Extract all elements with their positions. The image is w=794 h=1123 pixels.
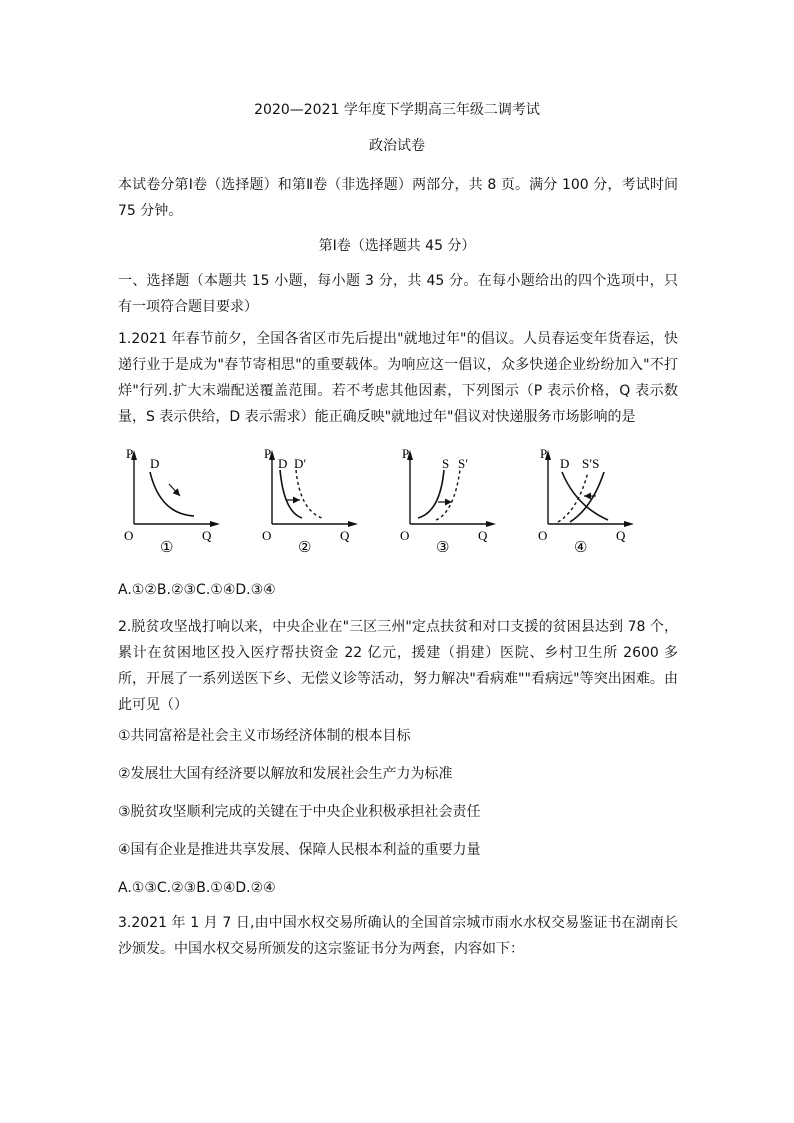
curve-label-d: D — [278, 456, 288, 471]
axis-q-label: Q — [478, 528, 488, 543]
shift-arrow — [169, 484, 180, 496]
section-title: 第Ⅰ卷（选择题共 45 分） — [318, 238, 476, 254]
axis-q-label: Q — [616, 528, 626, 543]
axis-p-label: P — [540, 446, 548, 461]
figure-number: ② — [298, 540, 312, 556]
figure-3 — [400, 446, 496, 556]
curve-label-s-prime-s: S′S — [582, 456, 600, 471]
curve-label-d-prime: D′ — [294, 456, 307, 471]
figure-4 — [538, 446, 634, 556]
figure-1 — [124, 446, 220, 556]
figure-number: ④ — [574, 540, 588, 556]
q-axis-arrow — [624, 521, 634, 527]
exam-subject: 政治试卷 — [369, 138, 425, 154]
question-2-item-3: ③脱贫攻坚顺利完成的关键在于中央企业积极承担社会责任 — [118, 804, 481, 820]
question-2-options: A.①③C.②③B.①④D.②④ — [118, 880, 276, 896]
curve-label-s-prime: S′ — [458, 456, 469, 471]
origin-label: O — [538, 528, 548, 543]
question-1-options: A.①②B.②③C.①④D.③④ — [118, 582, 276, 598]
question-2-stem: 2.脱贫攻坚战打响以来，中央企业在"三区三州"定点扶贫和对口支援的贫困县达到 78 个，累计在贫困地区投入医疗帮扶资金 22 亿元，援建（捐建）医院、乡村卫生所 2600 多所，开展了一系列送医下乡、无偿义诊等活动，努力解决"看病难""看病远"等突出困难。由此可见（） — [118, 619, 678, 713]
origin-label: O — [124, 528, 134, 543]
axis-q-label: Q — [202, 528, 212, 543]
section-instruction: 一、选择题（本题共 15 小题，每小题 3 分，共 45 分。在每小题给出的四个选项中，只有一项符合题目要求） — [118, 273, 678, 315]
origin-label: O — [400, 528, 410, 543]
axis-p-label: P — [126, 446, 134, 461]
question-1-stem: 1.2021 年春节前夕，全国各省区市先后提出"就地过年"的倡议。人员春运变年货春运，快递行业于是成为"春节寄相思"的重要载体。为响应这一倡议，众多快递企业纷纷加入"不打烊"行列.扩大末端配送覆盖范围。若不考虑其他因素，下列图示（P 表示价格，Q 表示数量，S 表示供给，D 表示需求）能正确反映"就地过年"倡议对快递服务市场影响的是 — [118, 331, 678, 425]
figure-number: ① — [160, 540, 174, 556]
figure-number: ③ — [436, 540, 450, 556]
demand-curve — [150, 472, 194, 516]
axis-q-label: Q — [340, 528, 350, 543]
axis-p-label: P — [264, 446, 272, 461]
exam-title: 2020—2021 学年度下学期高三年级二调考试 — [254, 102, 540, 118]
supply-curve-shifted — [558, 472, 588, 522]
exam-intro: 本试卷分第Ⅰ卷（选择题）和第Ⅱ卷（非选择题）两部分，共 8 页。满分 100 分，考试时间 75 分钟。 — [118, 177, 678, 219]
figure-2 — [262, 446, 358, 556]
question-3-stem: 3.2021 年 1 月 7 日,由中国水权交易所确认的全国首宗城市雨水水权交易鉴证书在湖南长沙颁发。中国水权交易所颁发的这宗鉴证书分为两套，内容如下： — [118, 915, 678, 957]
question-2-item-2: ②发展壮大国有经济要以解放和发展社会生产力为标准 — [118, 766, 453, 782]
q1-figures — [112, 444, 652, 562]
q-axis-arrow — [486, 521, 496, 527]
question-2-item-1: ①共同富裕是社会主义市场经济体制的根本目标 — [118, 728, 411, 744]
curve-label-d: D — [560, 456, 570, 471]
q-axis-arrow — [348, 521, 358, 527]
origin-label: O — [262, 528, 272, 543]
q-axis-arrow — [210, 521, 220, 527]
curve-label-s: S — [442, 456, 450, 471]
demand-curve-shifted — [296, 470, 322, 518]
axis-p-label: P — [402, 446, 410, 461]
demand-curve — [280, 470, 302, 518]
supply-curve — [418, 470, 444, 518]
question-2-item-4: ④国有企业是推进共享发展、保障人民根本利益的重要力量 — [118, 842, 481, 858]
curve-label-d: D — [150, 456, 160, 471]
